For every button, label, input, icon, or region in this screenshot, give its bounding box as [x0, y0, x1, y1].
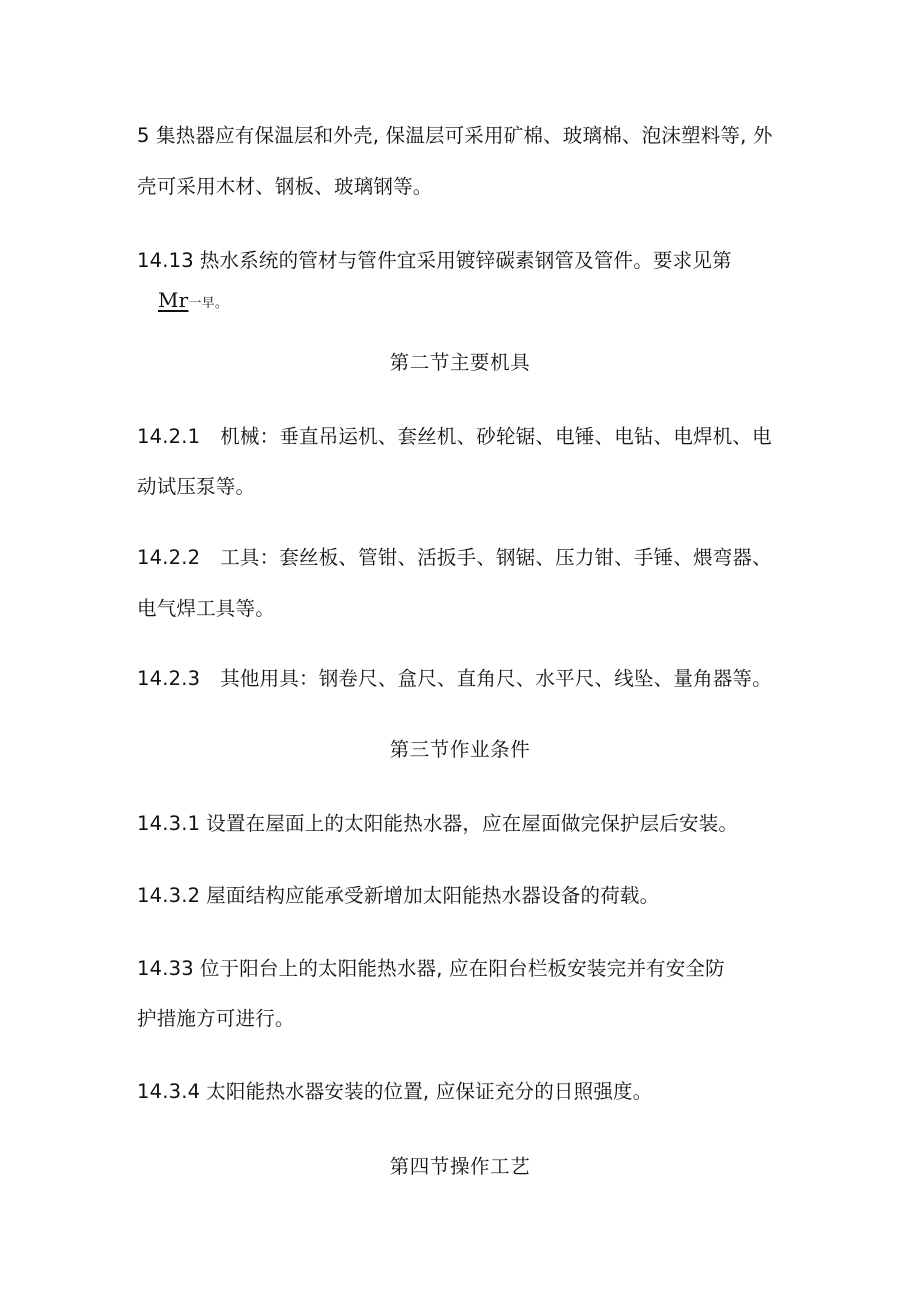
item-14-1-3-line-2 — [158, 288, 228, 316]
item-5-line-2: 壳可采用木材、钢板、玻璃钢等。 — [137, 175, 433, 198]
item-14-3-4-line-1 — [137, 1080, 652, 1104]
item-14-3-3-line-1 — [137, 957, 725, 981]
item-text: 屋面结构应能承受新增加太阳能热水器设备的荷载。 — [206, 884, 660, 907]
item-text: 位于阳台上的太阳能热水器, 应在阳台栏板安装完并有安全防 — [199, 957, 725, 980]
item-14-3-3-line-2: 护措施方可进行。 — [137, 1007, 295, 1030]
item-number: 14.2.2 — [137, 546, 201, 569]
item-text: 热水系统的管材与管件宜采用镀锌碳素钢管及管件。要求见第 — [199, 249, 732, 272]
item-number: 14.2.1 — [137, 425, 201, 448]
item-14-1-3-line-1 — [137, 249, 732, 273]
item-14-2-1-line-1 — [137, 425, 772, 449]
section-3-heading: 第三节作业条件 — [389, 738, 531, 761]
section-4-heading: 第四节操作工艺 — [389, 1155, 531, 1178]
item-text: 太阳能热水器安装的位置, 应保证充分的日照强度。 — [206, 1080, 653, 1103]
item-text: 其他用具：钢卷尺、盒尺、直角尺、水平尺、线坠、量角器等。 — [220, 667, 772, 690]
item-14-2-2-line-2: 电气焊工具等。 — [137, 597, 275, 620]
item-number: 14.3.4 — [137, 1080, 201, 1103]
mr-text: Mr — [158, 288, 189, 312]
item-14-2-3-line-1 — [137, 667, 772, 691]
section-2-heading: 第二节主要机具 — [389, 351, 531, 374]
item-text: 机械：垂直吊运机、套丝机、砂轮锯、电锤、电钻、电焊机、电 — [220, 425, 772, 448]
item-5-line-1: 5 集热器应有保温层和外壳, 保温层可采用矿棉、玻璃棉、泡沫塑料等, 外 — [137, 124, 773, 147]
item-text: 工具：套丝板、管钳、活扳手、钢锯、压力钳、手锤、煨弯器、 — [220, 546, 772, 569]
item-number: 14.2.3 — [137, 667, 201, 690]
item-number: 14.13 — [137, 249, 194, 272]
item-14-3-2-line-1 — [137, 884, 659, 908]
item-text: 设置在屋面上的太阳能热水器，应在屋面做完保护层后安装。 — [206, 812, 739, 835]
item-14-2-2-line-1 — [137, 546, 772, 570]
item-14-2-1-line-2: 动试压泵等。 — [137, 475, 256, 498]
item-number: 14.33 — [137, 957, 194, 980]
chapter-suffix: 一早。 — [188, 296, 229, 311]
item-number: 14.3.1 — [137, 812, 201, 835]
item-14-3-1-line-1 — [137, 812, 738, 836]
item-number: 14.3.2 — [137, 884, 201, 907]
